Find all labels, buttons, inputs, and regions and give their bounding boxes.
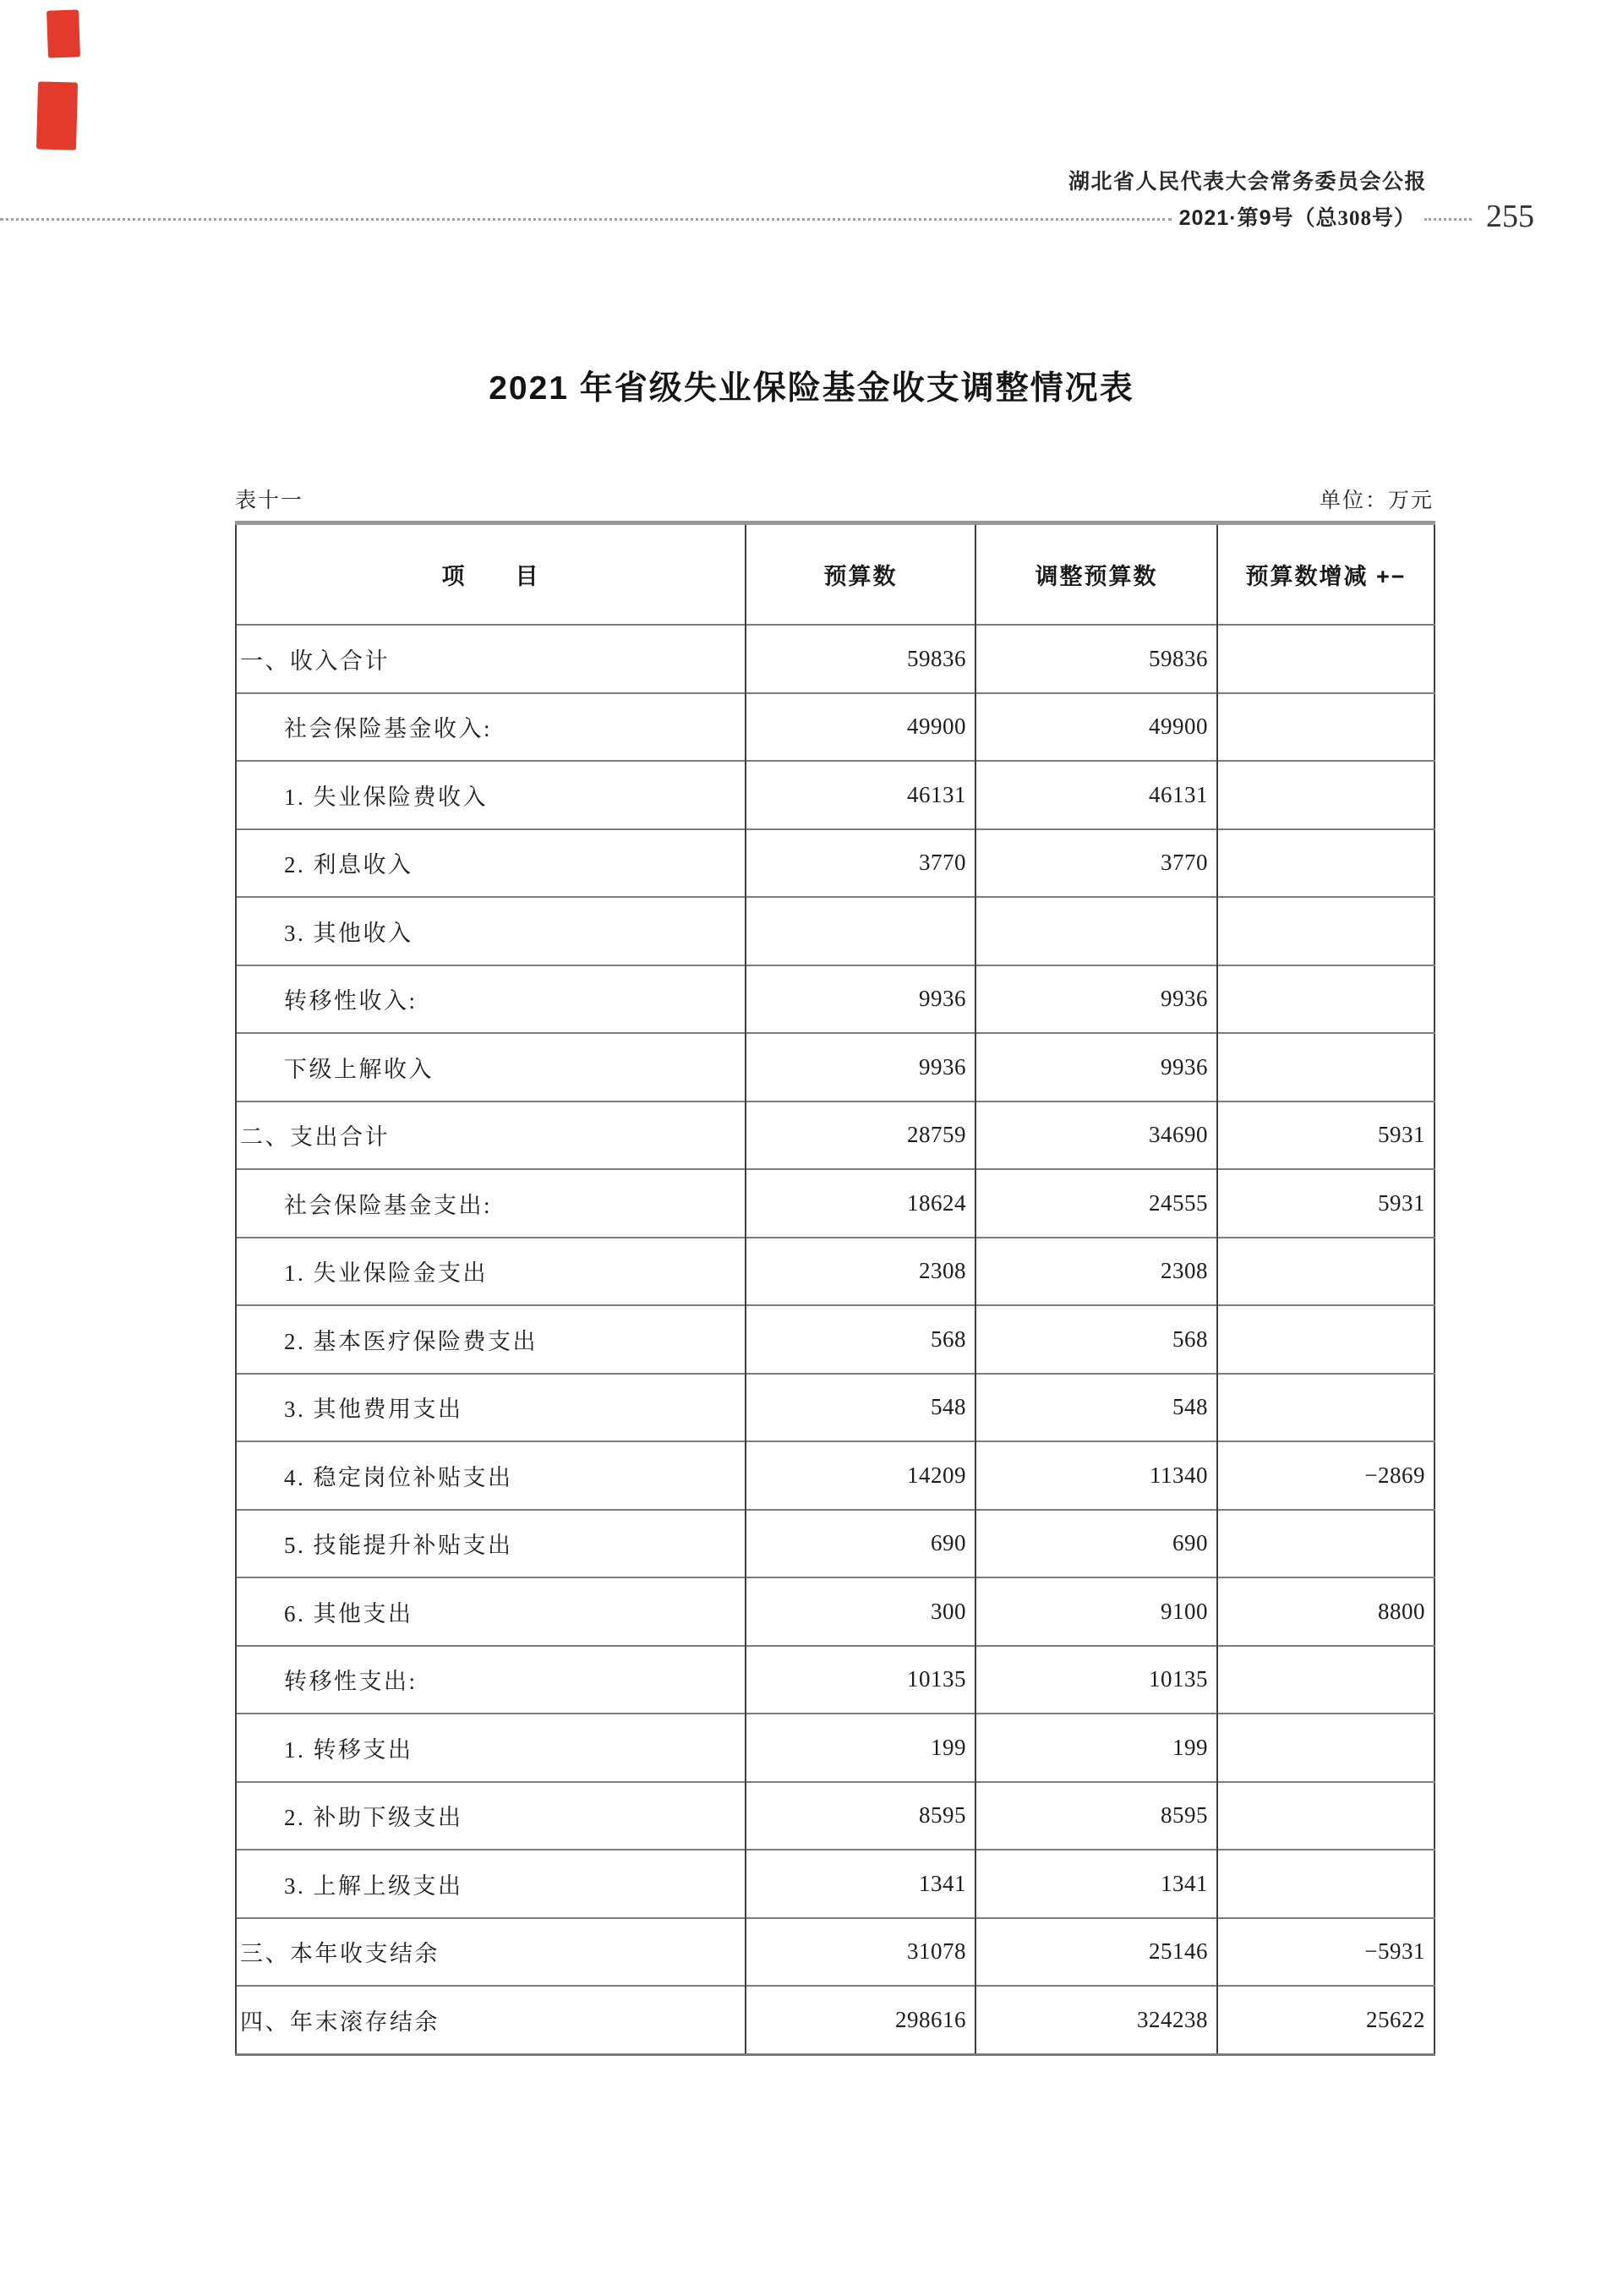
masthead-issue-line	[0, 196, 1534, 237]
table-header-row	[236, 523, 1434, 626]
page-number: 255	[1486, 199, 1534, 234]
budget-table-body	[236, 625, 1434, 2054]
table-row	[236, 1374, 1434, 1442]
change-cell	[1217, 1646, 1434, 1714]
table-row	[236, 829, 1434, 898]
adjusted-budget-cell: 11340	[975, 1441, 1217, 1510]
item-cell: 2. 利息收入	[236, 829, 746, 898]
budget-cell: 49900	[746, 693, 975, 762]
table-row	[236, 1305, 1434, 1374]
item-cell: 1. 转移支出	[236, 1714, 746, 1782]
item-cell: 四、年末滚存结余	[236, 1986, 746, 2054]
adjusted-budget-cell: 8595	[975, 1782, 1217, 1850]
change-cell	[1217, 965, 1434, 1034]
unit-label: 单位：万元	[1319, 489, 1434, 512]
change-cell	[1217, 1714, 1434, 1782]
adjusted-budget-cell: 10135	[975, 1646, 1217, 1714]
table-row	[236, 1441, 1434, 1510]
change-cell	[1217, 1374, 1434, 1442]
item-cell: 二、支出合计	[236, 1102, 746, 1170]
table-row	[236, 1646, 1434, 1714]
column-header-item: 项 目	[236, 523, 746, 626]
table-label: 表十一	[235, 489, 304, 512]
adjusted-budget-cell: 324238	[975, 1986, 1217, 2054]
document-title: 2021 年省级失业保险基金收支调整情况表	[489, 370, 1134, 407]
adjusted-budget-cell: 49900	[975, 693, 1217, 762]
item-cell: 2. 基本医疗保险费支出	[236, 1305, 746, 1374]
table-row	[236, 1986, 1434, 2054]
item-cell: 三、本年收支结余	[236, 1918, 746, 1987]
adjusted-budget-cell: 3770	[975, 829, 1217, 898]
table-row	[236, 625, 1434, 693]
table-row	[236, 1033, 1434, 1102]
change-cell: 8800	[1217, 1577, 1434, 1646]
table-row	[236, 761, 1434, 829]
adjusted-budget-cell: 46131	[975, 761, 1217, 829]
table-row	[236, 965, 1434, 1034]
adjusted-budget-cell: 24555	[975, 1169, 1217, 1238]
budget-table	[235, 521, 1435, 2056]
adjusted-budget-cell: 9936	[975, 1033, 1217, 1102]
item-cell: 3. 上解上级支出	[236, 1850, 746, 1918]
change-cell: 5931	[1217, 1169, 1434, 1238]
budget-cell: 8595	[746, 1782, 975, 1850]
adjusted-budget-cell: 690	[975, 1510, 1217, 1578]
adjusted-budget-cell: 568	[975, 1305, 1217, 1374]
change-cell	[1217, 693, 1434, 762]
budget-cell: 10135	[746, 1646, 975, 1714]
item-cell: 社会保险基金支出:	[236, 1169, 746, 1238]
item-cell: 5. 技能提升补贴支出	[236, 1510, 746, 1578]
change-cell: −2869	[1217, 1441, 1434, 1510]
budget-cell: 300	[746, 1577, 975, 1646]
budget-cell: 3770	[746, 829, 975, 898]
table-row	[236, 897, 1434, 965]
table-meta-line	[235, 484, 1434, 514]
budget-cell	[746, 897, 975, 965]
adjusted-budget-cell: 9100	[975, 1577, 1217, 1646]
issue-number	[1179, 201, 1416, 232]
change-cell	[1217, 1033, 1434, 1102]
budget-cell: 46131	[746, 761, 975, 829]
item-cell: 转移性支出:	[236, 1646, 746, 1714]
table-row	[236, 1238, 1434, 1306]
adjusted-budget-cell: 25146	[975, 1918, 1217, 1987]
column-header-change: 预算数增减 +−	[1217, 523, 1434, 626]
budget-cell: 690	[746, 1510, 975, 1578]
change-cell: 5931	[1217, 1102, 1434, 1170]
bulletin-title: 湖北省人民代表大会常务委员会公报	[1068, 170, 1427, 194]
change-cell	[1217, 1510, 1434, 1578]
column-header-budget: 预算数	[746, 523, 975, 626]
budget-cell: 18624	[746, 1169, 975, 1238]
budget-cell: 9936	[746, 965, 975, 1034]
leader-dots-left	[0, 218, 1172, 221]
budget-cell: 199	[746, 1714, 975, 1782]
adjusted-budget-cell: 9936	[975, 965, 1217, 1034]
budget-cell: 9936	[746, 1033, 975, 1102]
item-cell: 转移性收入:	[236, 965, 746, 1034]
red-scan-mark-bottom	[36, 81, 78, 150]
item-cell: 4. 稳定岗位补贴支出	[236, 1441, 746, 1510]
table-row	[236, 693, 1434, 762]
item-cell: 1. 失业保险金支出	[236, 1238, 746, 1306]
budget-cell: 14209	[746, 1441, 975, 1510]
adjusted-budget-cell: 1341	[975, 1850, 1217, 1918]
change-cell	[1217, 829, 1434, 898]
item-cell: 1. 失业保险费收入	[236, 761, 746, 829]
budget-cell: 59836	[746, 625, 975, 693]
item-cell: 社会保险基金收入:	[236, 693, 746, 762]
adjusted-budget-cell: 34690	[975, 1102, 1217, 1170]
change-cell	[1217, 1850, 1434, 1918]
red-scan-mark-top	[46, 9, 80, 57]
adjusted-budget-cell	[975, 897, 1217, 965]
item-cell: 一、收入合计	[236, 625, 746, 693]
table-row	[236, 1510, 1434, 1578]
change-cell	[1217, 1305, 1434, 1374]
item-cell: 6. 其他支出	[236, 1577, 746, 1646]
item-cell: 3. 其他收入	[236, 897, 746, 965]
issue-number-paren: （总308号）	[1293, 207, 1416, 230]
change-cell	[1217, 1238, 1434, 1306]
adjusted-budget-cell: 59836	[975, 625, 1217, 693]
budget-cell: 568	[746, 1305, 975, 1374]
budget-cell: 31078	[746, 1918, 975, 1987]
item-cell: 3. 其他费用支出	[236, 1374, 746, 1442]
budget-cell: 1341	[746, 1850, 975, 1918]
table-row	[236, 1577, 1434, 1646]
adjusted-budget-cell: 548	[975, 1374, 1217, 1442]
item-cell: 下级上解收入	[236, 1033, 746, 1102]
table-row	[236, 1102, 1434, 1170]
budget-cell: 298616	[746, 1986, 975, 2054]
budget-cell: 548	[746, 1374, 975, 1442]
change-cell	[1217, 897, 1434, 965]
adjusted-budget-cell: 2308	[975, 1238, 1217, 1306]
change-cell	[1217, 1782, 1434, 1850]
leader-dots-right	[1424, 218, 1472, 221]
column-header-adjusted: 调整预算数	[975, 523, 1217, 626]
table-row	[236, 1850, 1434, 1918]
table-row	[236, 1782, 1434, 1850]
table-row	[236, 1918, 1434, 1987]
budget-cell: 2308	[746, 1238, 975, 1306]
adjusted-budget-cell: 199	[975, 1714, 1217, 1782]
change-cell: −5931	[1217, 1918, 1434, 1987]
table-row	[236, 1714, 1434, 1782]
change-cell	[1217, 625, 1434, 693]
item-cell: 2. 补助下级支出	[236, 1782, 746, 1850]
table-row	[236, 1169, 1434, 1238]
issue-number-main: 2021·第9号	[1178, 206, 1294, 230]
change-cell: 25622	[1217, 1986, 1434, 2054]
change-cell	[1217, 761, 1434, 829]
budget-cell: 28759	[746, 1102, 975, 1170]
